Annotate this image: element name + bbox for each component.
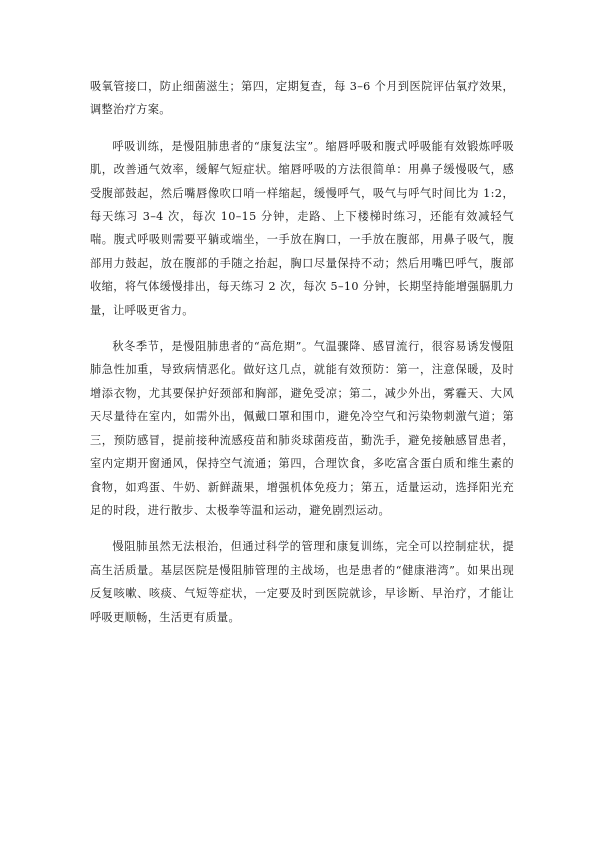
- document-body: [90, 75, 514, 642]
- paragraph-oxygen-continuation: 吸氧管接口，防止细菌滋生；第四，定期复查，每 3–6 个月到医院评估氧疗效果，调整治疗方案。: [90, 80, 514, 117]
- paragraph-conclusion: 慢阻肺虽然无法根治，但通过科学的管理和康复训练，完全可以控制症状，提高生活质量。基层医院是慢阻肺管理的主战场，也是患者的“健康港湾”。如果出现反复咳嗽、咳痰、气短等症状，一定要及时到医院就诊，早诊断、早治疗，才能让呼吸更顺畅，生活更有质量。: [90, 540, 514, 624]
- paragraph-autumn-winter: 秋冬季节，是慢阻肺患者的“高危期”。气温骤降、感冒流行，很容易诱发慢阻肺急性加重，导致病情恶化。做好这几点，就能有效预防：第一，注意保暖，及时增添衣物，尤其要保护好颈部和胸部，避免受凉；第二，减少外出，雾霾天、大风天尽量待在室内，如需外出，佩戴口罩和围巾，避免冷空气和污染物刺激气道；第三，预防感冒，提前接种流感疫苗和肺炎球菌疫苗，勤洗手，避免接触感冒患者，室内定期开窗通风，保持空气流通；第四，合理饮食，多吃富含蛋白质和维生素的食物，如鸡蛋、牛奶、新鲜蔬果，增强机体免疫力；第五，适量运动，选择阳光充足的时段，进行散步、太极拳等温和运动，避免剧烈运动。: [90, 340, 514, 517]
- paragraph-breathing-training: 呼吸训练，是慢阻肺患者的“康复法宝”。缩唇呼吸和腹式呼吸能有效锻炼呼吸肌，改善通气效率，缓解气短症状。缩唇呼吸的方法很简单：用鼻子缓慢吸气，感受腹部鼓起，然后嘴唇像吹口哨一样缩起，缓慢呼气，吸气与呼气时间比为 1:2，每天练习 3–4 次，每次 10–15 分钟，走路、上下楼梯时练习，还能有效减轻气喘。腹式呼吸则需要平躺或端坐，一手放在胸口，一手放在腹部，用鼻子吸气，腹部用力鼓起，放在腹部的手随之抬起，胸口尽量保持不动；然后用嘴巴呼气，腹部收缩，将气体缓慢排出，每天练习 2 次，每次 5–10 分钟，长期坚持能增强膈肌力量，让呼吸更省力。: [90, 139, 514, 317]
